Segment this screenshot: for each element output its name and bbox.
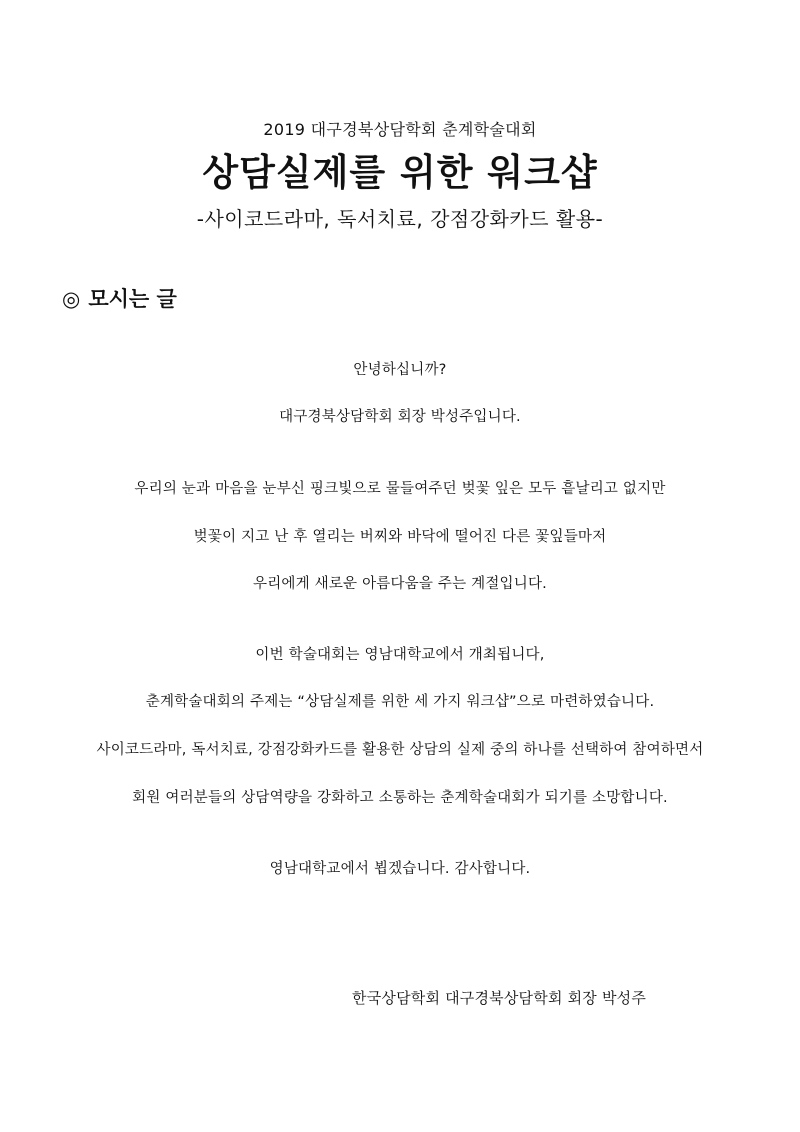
section-heading-label: 모시는 글 xyxy=(88,287,177,311)
paragraph-1-line: 벚꽃이 지고 난 후 열리는 버찌와 바닥에 떨어진 다른 꽃잎들마저 xyxy=(193,529,607,545)
document-title: 상담실제를 위한 워크샵 xyxy=(202,151,598,194)
paragraph-2-line: 이번 학술대회는 영남대학교에서 개최됩니다, xyxy=(255,647,545,663)
document-subtitle: -사이코드라마, 독서치료, 강점강화카드 활용- xyxy=(196,207,604,231)
intro-line: 대구경북상담학회 회장 박성주입니다. xyxy=(279,409,521,425)
paragraph-2-line: 사이코드라마, 독서치료, 강점강화카드를 활용한 상담의 실제 중의 하나를 선택하여 참여하면서 xyxy=(96,742,704,758)
paragraph-2-line: 춘계학술대회의 주제는 “상담실제를 위한 세 가지 워크샵”으로 마련하였습니다. xyxy=(145,694,655,710)
paragraph-1-line: 우리에게 새로운 아름다움을 주는 계절입니다. xyxy=(253,576,547,592)
paragraph-1-line: 우리의 눈과 마음을 눈부신 핑크빛으로 물들여주던 벚꽃 잎은 모두 흩날리고 없지만 xyxy=(134,481,666,497)
event-line: 2019 대구경북상담학회 춘계학술대회 xyxy=(263,120,537,139)
closing-line: 영남대학교에서 뵙겠습니다. 감사합니다. xyxy=(269,861,531,877)
paragraph-2-line: 회원 여러분들의 상담역량을 강화하고 소통하는 춘계학술대회가 되기를 소망합니다. xyxy=(132,790,668,806)
greeting-line: 안녕하십니까? xyxy=(353,362,447,378)
double-circle-icon: ◎ xyxy=(62,287,81,311)
signature-line: 한국상담학회 대구경북상담학회 회장 박성주 xyxy=(352,989,647,1007)
section-heading xyxy=(62,283,177,313)
